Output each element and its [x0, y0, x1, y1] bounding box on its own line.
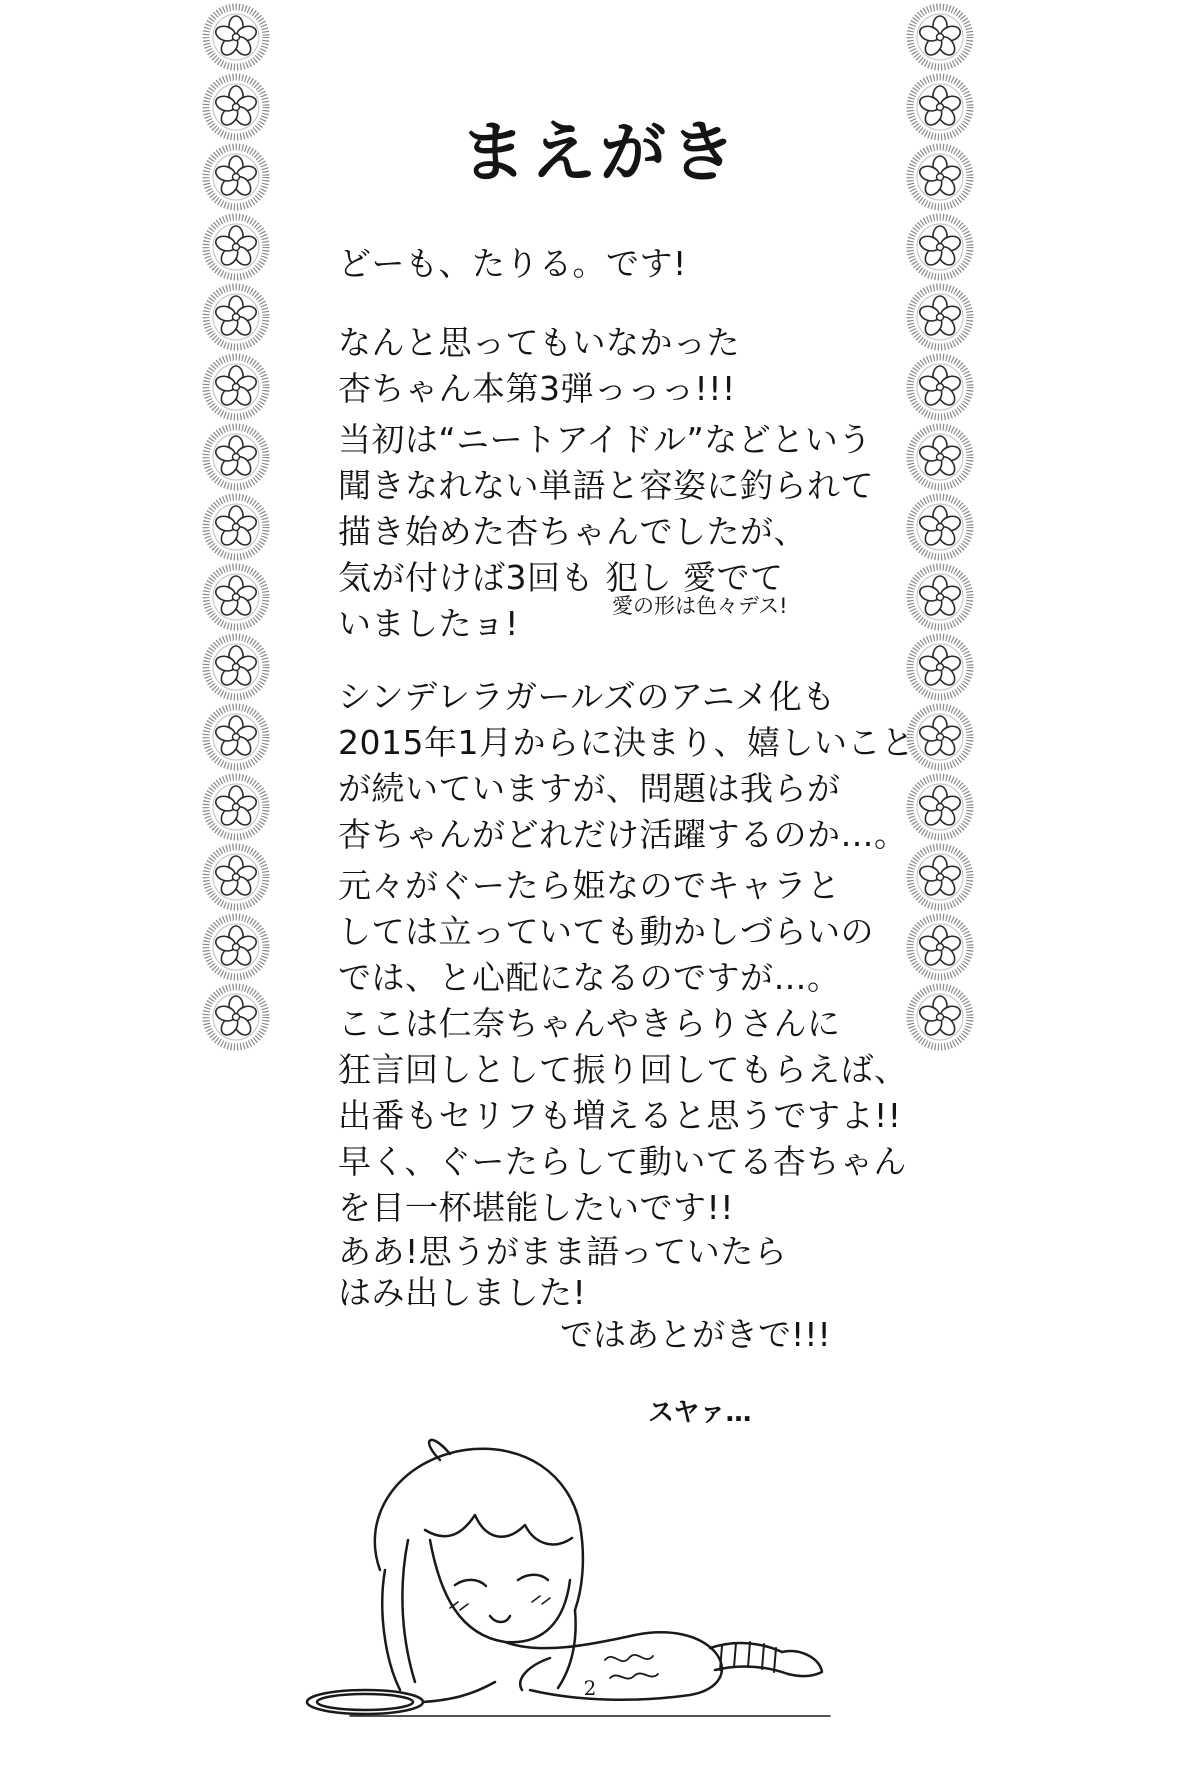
body-line: では、と心配になるのですが…。 — [338, 958, 841, 997]
flower-icon — [198, 562, 274, 632]
body-line: 杏ちゃん本第3弾っっっ!!! — [338, 369, 736, 408]
flower-icon — [902, 562, 978, 632]
sleeping-character-illustration — [290, 1420, 850, 1720]
flower-icon — [198, 492, 274, 562]
flower-icon — [198, 912, 274, 982]
body-line: を目一杯堪能したいです!! — [338, 1188, 734, 1227]
body-line: いましたョ! — [338, 604, 519, 643]
left-ornament-column — [198, 0, 274, 1190]
flower-icon — [902, 982, 978, 1052]
body-line: 元々がぐーたら姫なのでキャラと — [338, 866, 841, 905]
flower-icon — [902, 772, 978, 842]
flower-icon — [198, 772, 274, 842]
flower-icon — [198, 282, 274, 352]
flower-icon — [198, 72, 274, 142]
flower-icon — [198, 982, 274, 1052]
flower-icon — [902, 492, 978, 562]
closing-line: ではあとがきで!!! — [560, 1315, 831, 1354]
body-line: 杏ちゃんがどれだけ活躍するのか…。 — [338, 815, 908, 854]
body-line: 出番もセリフも増えると思うですよ!! — [338, 1096, 902, 1135]
flower-icon — [198, 212, 274, 282]
right-ornament-column — [902, 0, 978, 1190]
flower-icon — [198, 2, 274, 72]
body-line: 気が付けば3回も 犯し 愛でて — [338, 558, 784, 597]
body-line: 描き始めた杏ちゃんでしたが、 — [338, 512, 807, 551]
flower-icon — [198, 422, 274, 492]
body-line: 2015年1月からに決まり、嬉しいこと — [338, 723, 915, 762]
body-line: シンデレラガールズのアニメ化も — [338, 677, 836, 716]
body-line: 狂言回しとして振り回してもらえば、 — [338, 1050, 908, 1089]
flower-icon — [902, 142, 978, 212]
flower-icon — [198, 142, 274, 212]
flower-icon — [902, 912, 978, 982]
body-line: ああ!思うがまま語っていたら — [338, 1232, 788, 1271]
body-line: が続いていますが、問題は我らが — [338, 769, 841, 808]
flower-icon — [198, 352, 274, 422]
page-title: まえがき — [460, 114, 740, 191]
sleeping-character-icon — [290, 1420, 850, 1720]
body-line: ここは仁奈ちゃんやきらりさんに — [338, 1004, 841, 1043]
flower-icon — [198, 632, 274, 702]
side-note: 愛の形は色々デス! — [612, 594, 788, 618]
body-line: 早く、ぐーたらして動いてる杏ちゃん — [338, 1142, 907, 1181]
sound-effect-text: スヤァ… — [648, 1398, 752, 1428]
flower-icon — [198, 702, 274, 772]
body-line: なんと思ってもいなかった — [338, 323, 740, 362]
flower-icon — [198, 842, 274, 912]
body-line: しては立っていても動かしづらいの — [338, 912, 874, 951]
flower-icon — [902, 422, 978, 492]
flower-icon — [902, 352, 978, 422]
body-line: 当初は“ニートアイドル”などという — [338, 420, 872, 459]
body-line: はみ出しました! — [338, 1273, 587, 1312]
page-number: 2 — [583, 1676, 597, 1700]
flower-icon — [902, 212, 978, 282]
flower-icon — [902, 842, 978, 912]
flower-icon — [902, 72, 978, 142]
flower-icon — [902, 632, 978, 702]
body-line: どーも、たりる。です! — [338, 244, 687, 283]
flower-icon — [902, 282, 978, 352]
body-line: 聞きなれない単語と容姿に釣られて — [338, 466, 874, 505]
flower-icon — [902, 2, 978, 72]
